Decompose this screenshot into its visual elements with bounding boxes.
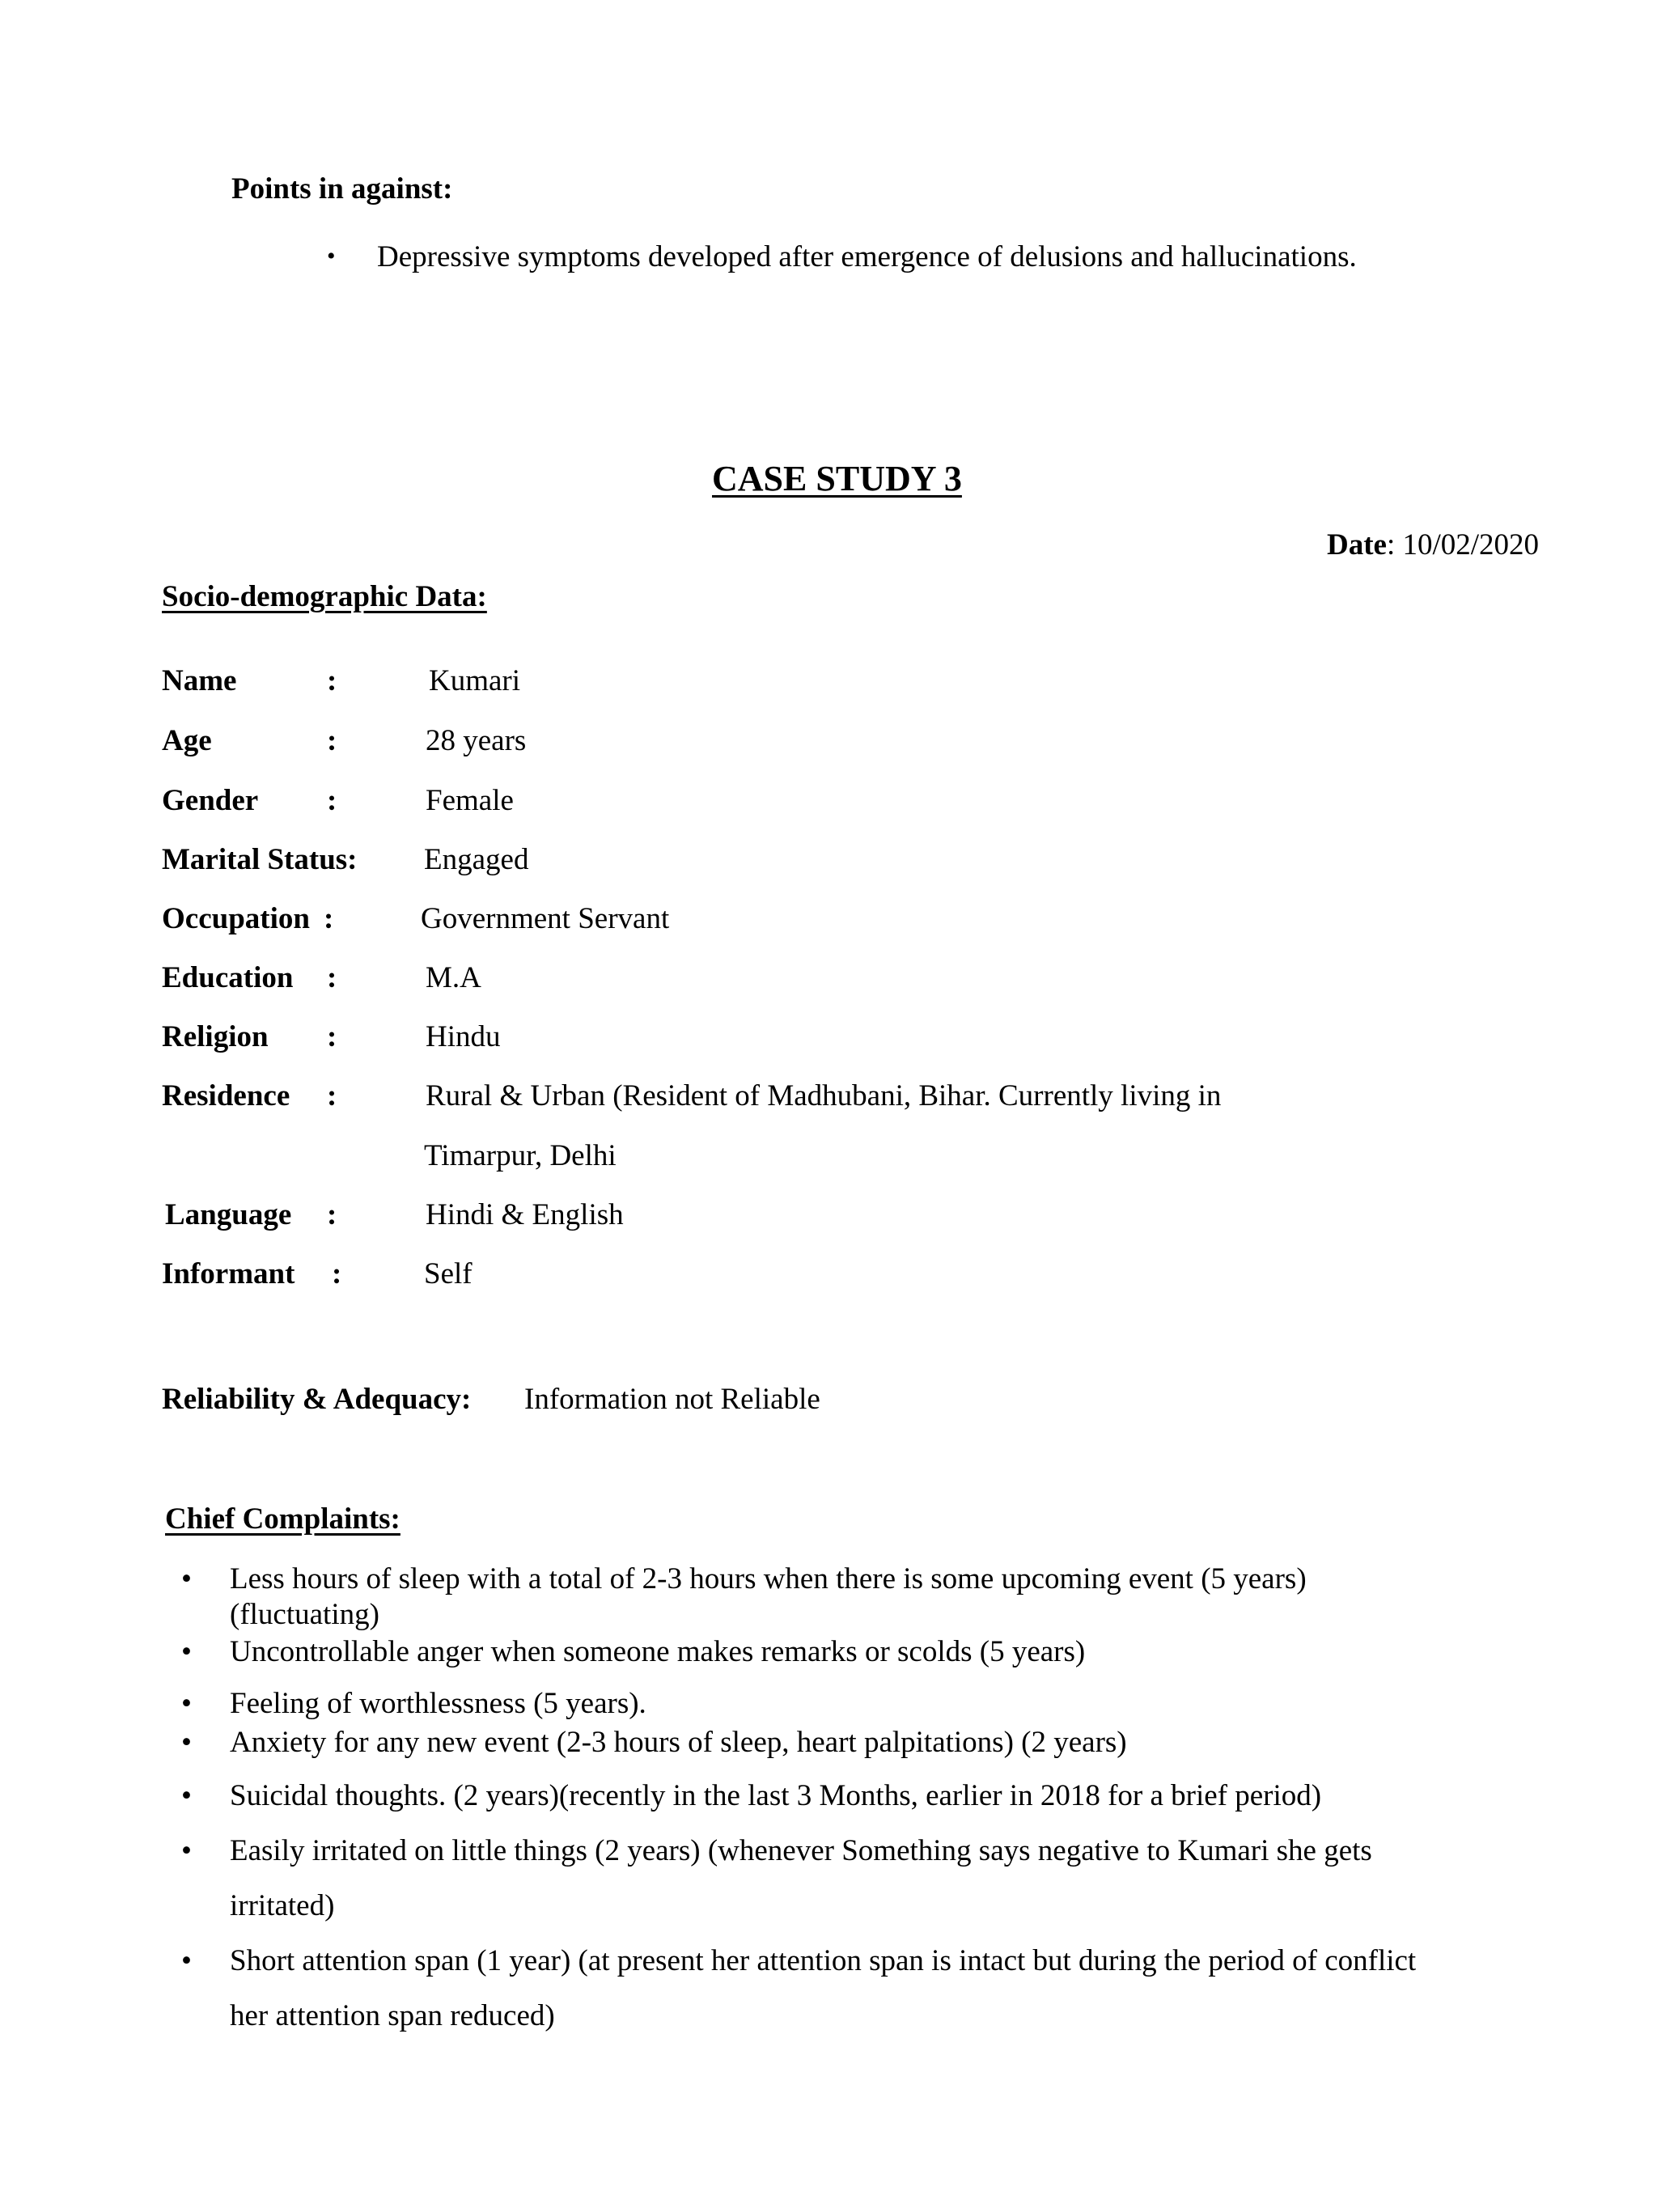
field-label-name: Name bbox=[162, 664, 237, 697]
field-label-marital-status: Marital Status: bbox=[162, 843, 358, 876]
date-line bbox=[1327, 528, 1539, 562]
bullet-marker: • bbox=[181, 1834, 192, 1867]
bullet-marker: • bbox=[181, 1726, 192, 1759]
field-colon: : bbox=[332, 1257, 342, 1290]
points-against-item: Depressive symptoms developed after emergence of delusions and hallucinations. bbox=[377, 240, 1357, 273]
points-against-heading: Points in against: bbox=[231, 172, 453, 206]
field-value-education: M.A bbox=[426, 961, 481, 994]
date-separator: : bbox=[1386, 528, 1396, 561]
complaint-item: Suicidal thoughts. (2 years)(recently in the last 3 Months, earlier in 2018 for a brief period) bbox=[230, 1779, 1322, 1812]
complaint-item: Feeling of worthlessness (5 years). bbox=[230, 1687, 646, 1720]
field-colon: : bbox=[327, 1198, 337, 1231]
reliability-label: Reliability & Adequacy: bbox=[162, 1383, 472, 1416]
field-colon: : bbox=[327, 961, 337, 994]
date-value: 10/02/2020 bbox=[1402, 528, 1540, 561]
field-value-residence-continued: Timarpur, Delhi bbox=[424, 1139, 617, 1172]
field-value-marital-status: Engaged bbox=[424, 843, 529, 876]
field-value-gender: Female bbox=[426, 784, 514, 817]
field-colon: : bbox=[327, 784, 337, 817]
complaint-item: Uncontrollable anger when someone makes remarks or scolds (5 years) bbox=[230, 1635, 1086, 1668]
field-colon: : bbox=[327, 664, 337, 697]
field-value-religion: Hindu bbox=[426, 1020, 501, 1053]
field-colon: : bbox=[324, 902, 334, 935]
field-colon: : bbox=[327, 724, 337, 757]
field-label-education: Education bbox=[162, 961, 294, 994]
bullet-marker: • bbox=[181, 1635, 192, 1668]
case-study-title: CASE STUDY 3 bbox=[712, 459, 962, 498]
chief-complaints-heading: Chief Complaints: bbox=[165, 1502, 400, 1536]
field-label-occupation: Occupation bbox=[162, 902, 310, 935]
field-label-gender: Gender bbox=[162, 784, 259, 817]
bullet-marker: • bbox=[181, 1779, 192, 1812]
complaint-item-continued: irritated) bbox=[230, 1889, 335, 1922]
field-label-residence: Residence bbox=[162, 1079, 290, 1112]
complaint-item: Short attention span (1 year) (at present her attention span is intact but during the period of conflict bbox=[230, 1944, 1417, 1977]
complaint-item-continued: (fluctuating) bbox=[230, 1598, 379, 1631]
field-value-occupation: Government Servant bbox=[421, 902, 670, 935]
field-label-religion: Religion bbox=[162, 1020, 269, 1053]
field-value-language: Hindi & English bbox=[426, 1198, 624, 1231]
field-colon: : bbox=[327, 1079, 337, 1112]
field-value-name: Kumari bbox=[429, 664, 521, 697]
reliability-value: Information not Reliable bbox=[524, 1383, 820, 1416]
complaint-item: Anxiety for any new event (2-3 hours of sleep, heart palpitations) (2 years) bbox=[230, 1726, 1127, 1759]
date-label: Date bbox=[1327, 528, 1387, 561]
complaint-item-continued: her attention span reduced) bbox=[230, 1999, 555, 2032]
field-value-age: 28 years bbox=[426, 724, 527, 757]
field-value-informant: Self bbox=[424, 1257, 473, 1290]
bullet-marker: • bbox=[181, 1944, 192, 1977]
bullet-marker: • bbox=[181, 1562, 192, 1595]
socio-demographic-heading: Socio-demographic Data: bbox=[162, 580, 487, 613]
bullet-marker: • bbox=[181, 1687, 192, 1720]
bullet-marker: • bbox=[327, 243, 336, 269]
field-value-residence: Rural & Urban (Resident of Madhubani, Bihar. Currently living in bbox=[426, 1079, 1222, 1112]
field-label-age: Age bbox=[162, 724, 212, 757]
field-label-informant: Informant bbox=[162, 1257, 295, 1290]
complaint-item: Less hours of sleep with a total of 2-3 hours when there is some upcoming event (5 years) bbox=[230, 1562, 1307, 1595]
field-colon: : bbox=[327, 1020, 337, 1053]
complaint-item: Easily irritated on little things (2 years) (whenever Something says negative to Kumari she gets bbox=[230, 1834, 1372, 1867]
field-label-language: Language bbox=[165, 1198, 292, 1231]
